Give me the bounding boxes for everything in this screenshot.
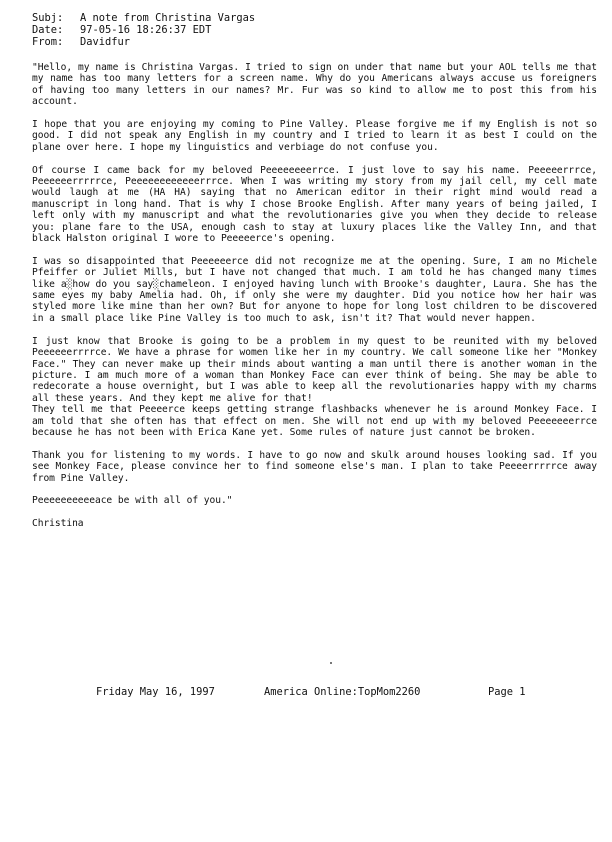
from-value: Davidfur [80, 36, 131, 48]
subject-label: Subj: [32, 12, 64, 24]
paragraph-4: I was so disappointed that Peeeeeerce did not recognize me at the opening. Sure, I am no Michele Pfeiffer or Juliet Mills, but I have not changed that much. I am told he has changed many times like a░how do you say░chameleon. I enjoyed having lunch with Brooke's daughter, Laura. She has the same eyes my baby Amelia had. Oh, if only she were my daughter. Did you notice how her hair was styled more like mine than her own? But for anyone to hope for long lost children to be discovered in a small place like Pine Valley is too much to ask, isn't it? That would never happen. [32, 255, 597, 324]
paragraph-7: Thank you for listening to my words. I have to go now and skulk around houses looking sad. If you see Monkey Face, please convince her to find someone else's man. I plan to take Peeeerrrrrce away from Pine Valley. [32, 449, 597, 484]
date-value: 97-05-16 18:26:37 EDT [80, 24, 212, 36]
from-label: From: [32, 36, 64, 48]
footer-page-number: Page 1 [488, 686, 526, 698]
footer-source: America Online:TopMom2260 [264, 686, 421, 698]
paragraph-6: They tell me that Peeeerce keeps getting strange flashbacks whenever he is around Monkey Face. I am told that she often has that effect on men. She will not end up with my beloved Peeeeeeerrce because he has not been with Erica Kane yet. Some rules of nature just cannot be broken. [32, 404, 597, 438]
paragraph-1: "Hello, my name is Christina Vargas. I tried to sign on under that name but your AOL tells me that my name has too many letters for a screen name. Why do you Americans always accuse us foreigners of having too many letters in our names? Mr. Fur was so kind to allow me to post this from his account. [32, 62, 597, 108]
footer-date: Friday May 16, 1997 [96, 686, 215, 698]
paragraph-2: I hope that you are enjoying my coming to Pine Valley. Please forgive me if my English is not so good. I did not speak any English in my country and I tried to learn it as best I could on the plane over here. I hope my linguistics and verbiage do not confuse you. [32, 119, 597, 153]
subject-row [32, 12, 255, 24]
subject-value: A note from Christina Vargas [80, 12, 256, 24]
from-row [32, 36, 255, 48]
date-row [32, 24, 255, 36]
speck-mark [330, 662, 332, 664]
page-footer [96, 686, 526, 746]
date-label: Date: [32, 24, 64, 36]
paragraph-8: Peeeeeeeeeeace be with all of you." [32, 495, 233, 507]
message-body [32, 62, 597, 541]
paragraph-5: I just know that Brooke is going to be a problem in my quest to be reunited with my beloved Peeeeeerrrrce. We have a phrase for women like her in my country. We call someone like her "Monkey Face." They can never make up their minds about wanting a man until there is another woman in the picture. I am much more of a woman than Monkey Face can ever think of being. She may be able to redecorate a house overnight, but I was able to keep all the revolutionaries happy with my charms all these years. And they kept me alive for that! [32, 335, 597, 404]
paragraph-3: Of course I came back for my beloved Peeeeeeeerrce. I just love to say his name. Peeeeerrrce, Peeeeeerrrrrce, Peeeeeeeeeeeerrrce. When I was writing my story from my jail cell, my cell mate would laugh at me (HA HA) saying that no American editor in their right mind would read a manuscript in long hand. That is why I chose Brooke English. After many years of being jailed, I left only with my manuscript and what the revolutionaries give you when they decide to release you: plane fare to the USA, enough cash to stay at luxury places like the Valley Inn, and that black Halston original I wore to Peeeeerce's opening. [32, 164, 597, 245]
signature: Christina [32, 518, 84, 530]
message-header [32, 12, 255, 48]
